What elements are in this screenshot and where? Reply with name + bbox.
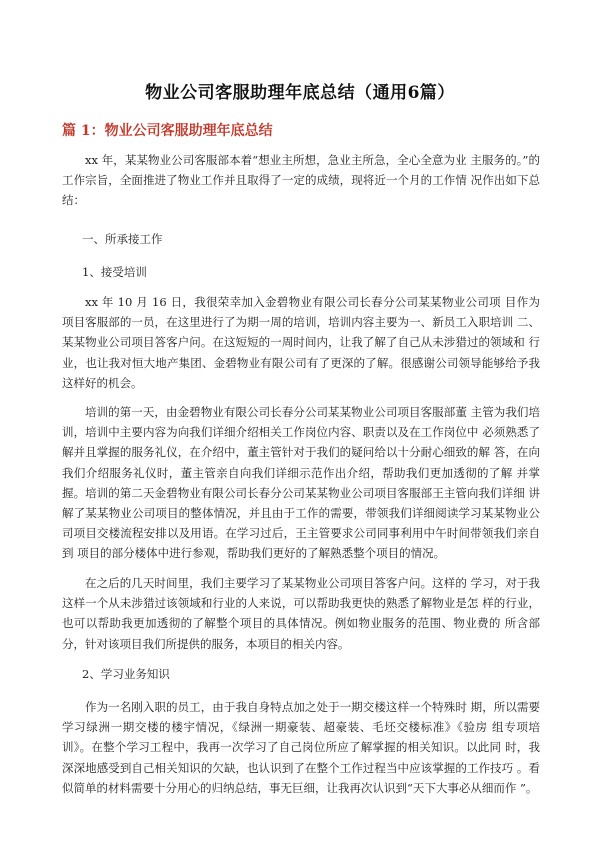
- intro-paragraph: xx 年，某某物业公司客服部本着“想业主所想，急业主所急，全心全意为业 主服务的。”的工作宗旨，全面推进了物业工作并且取得了一定的成绩，现将近一个月的工作情 况作出如下总结：: [62, 153, 540, 208]
- training-details-paragraph: 培训的第一天，由金碧物业有限公司长春分公司某某物业公司项目客服部董 主管为我们培训，培训中主要内容为向我们详细介绍相关工作岗位内容、职责以及在工作岗位中 必须熟悉了解并且掌握的服务礼仪，在介绍中，董主管针对于我们的疑问给以十分耐心细致的解 答，在向我们介绍服务礼仪时，董主管亲自向我们详细示范作出介绍，帮助我们更加透彻的了解 并掌握。培训的第二天金碧物业有限公司长春分公司某某物业公司项目客服部王主管向我们详细 讲解了某某物业公司项目的整体情况，并且由于工作的需要，带领我们详细阅读学习某某物业公 司项目交楼流程安排以及用语。在学习过后，王主管要求公司同事利用中午时间带领我们亲自到 项目的部分楼体中进行参观，帮助我们更好的了解熟悉整个项目的情况。: [62, 405, 540, 561]
- training-paragraph: xx 年 10 月 16 日，我很荣幸加入金碧物业有限公司长春分公司某某物业公司项 目作为项目客服部的一员，在这里进行了为期一周的培训，培训内容主要为一、新员工入职培训 二、某某物业公司项目答客户问。在这短短的一周时间内，让我了解了自己从未涉猎过的领域和 行业，也让我对恒大地产集团、金碧物业有限公司有了更深的了解。很感谢公司领导能够给予我 这样好的机会。: [62, 295, 540, 390]
- subheading-work-undertaken: 一、所承接工作: [82, 232, 163, 246]
- later-days-paragraph: 在之后的几天时间里，我们主要学习了某某物业公司项目答客户问。这样的 学习，对于我这样一个从未涉猎过该领域和行业的人来说，可以帮助我更快的熟悉了解物业是怎 样的行业，也可以帮助我更加透彻的了解整个项目的具体情况。例如物业服务的范围、物业费的 所含部分，针对该项目我们所提供的服务，本项目的相关内容。: [62, 576, 540, 651]
- subheading-training: 1、接受培训: [82, 265, 147, 279]
- section-heading: 篇 1：物业公司客服助理年底总结: [62, 123, 273, 139]
- document-title: 物业公司客服助理年底总结（通用6篇）: [145, 83, 455, 103]
- subheading-business-knowledge: 2、学习业务知识: [82, 667, 170, 681]
- business-knowledge-paragraph: 作为一名刚入职的员工，由于我自身特点加之处于一期交楼这样一个特殊时 期，所以需要学习绿洲一期交楼的楼宇情况，《绿洲一期豪装、超豪装、毛坯交楼标准》《验房 组专项培训》。在整个学习工程中，我再一次学习了自己岗位所应了解掌握的相关知识。以此同 时，我深深地感受到自己相关知识的欠缺，也认识到了在整个工作过程当中应该掌握的工作技巧 。看似简单的材料需要十分用心的归纳总结，事无巨细，让我再次认识到“天下大事必从细而作 ”。: [62, 700, 540, 795]
